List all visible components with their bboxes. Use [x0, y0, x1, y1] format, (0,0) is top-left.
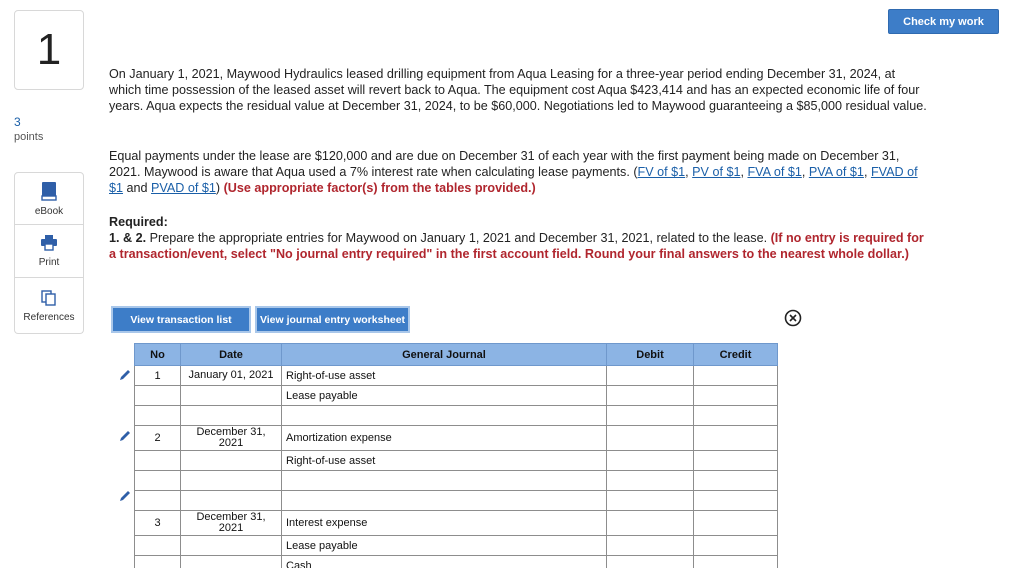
required-body [109, 230, 929, 262]
cell-account[interactable] [282, 491, 607, 511]
cell-debit[interactable] [607, 471, 694, 491]
cell-debit[interactable] [607, 426, 694, 451]
cell-no: 3 [135, 511, 181, 536]
cell-date: January 01, 2021 [181, 366, 282, 386]
problem-paragraph-2-text: Equal payments under the lease are $120,000 and are due on December 31 of each year with the first payment being made on December 31, 2021. Maywood is aware that Aqua used a 7% interest rate when calculating lease payments. ( [109, 149, 900, 180]
table-row [135, 491, 778, 511]
factor-instruction: (Use appropriate factor(s) from the tables provided.) [223, 181, 536, 196]
journal-table [134, 343, 778, 568]
header-no: No [135, 344, 181, 366]
cell-credit[interactable] [694, 386, 778, 406]
table-row [135, 406, 778, 426]
cell-date [181, 471, 282, 491]
documents-icon [40, 289, 58, 307]
header-credit: Credit [694, 344, 778, 366]
cell-date [181, 406, 282, 426]
cell-account[interactable]: Interest expense [282, 511, 607, 536]
cell-account[interactable]: Lease payable [282, 386, 607, 406]
required-instruction: (If no entry is required for a transaction/event, select "No journal entry required" in the first account field. Round your final answers to the nearest whole dollar.) [109, 231, 924, 262]
references-label: References [23, 311, 75, 323]
cell-debit[interactable] [607, 491, 694, 511]
question-number: 1 [36, 25, 62, 74]
table-row [135, 426, 778, 451]
cell-account[interactable] [282, 406, 607, 426]
cell-credit[interactable] [694, 451, 778, 471]
required-text: Prepare the appropriate entries for Maywood on January 1, 2021 and December 31, 2021, related to the lease. [146, 231, 771, 246]
link-fva-of-1[interactable]: FVA of $1 [747, 165, 802, 180]
cell-date [181, 386, 282, 406]
cell-debit[interactable] [607, 386, 694, 406]
required-section [109, 214, 929, 263]
cell-date: December 31, 2021 [181, 511, 282, 536]
points-value: 3 [14, 115, 21, 129]
cell-no [135, 491, 181, 511]
cell-no: 2 [135, 426, 181, 451]
cell-account[interactable]: Right-of-use asset [282, 366, 607, 386]
table-row [135, 386, 778, 406]
cell-no [135, 556, 181, 568]
view-transaction-list-button[interactable]: View transaction list [111, 306, 251, 333]
journal-header-row [135, 344, 778, 366]
required-prefix: 1. & 2. [109, 231, 147, 246]
cell-credit[interactable] [694, 491, 778, 511]
cell-date [181, 556, 282, 568]
cell-debit[interactable] [607, 406, 694, 426]
cell-credit[interactable] [694, 536, 778, 556]
problem-paragraph-1: On January 1, 2021, Maywood Hydraulics leased drilling equipment from Aqua Leasing for a three-year period ending December 31, 2024, at which time possession of the leased asset will revert back to Aqua. The equipment cost Aqua $423,414 and has an expected economic life of four years. Aqua expects the residual value at December 31, 2024, to be $60,000. Negotiations led to Maywood guaranteeing a $85,000 residual value. [109, 67, 927, 114]
cell-no [135, 471, 181, 491]
cell-no [135, 536, 181, 556]
edit-pencil-icon[interactable] [118, 489, 132, 503]
references-button[interactable] [14, 278, 84, 334]
table-row [135, 556, 778, 568]
cell-account[interactable]: Right-of-use asset [282, 451, 607, 471]
book-icon [40, 181, 58, 201]
cell-account[interactable] [282, 471, 607, 491]
link-fvad-of-1[interactable]: FVAD of $1 [109, 165, 918, 196]
link-pvad-of-1[interactable]: PVAD of $1 [151, 181, 216, 196]
cell-account[interactable]: Lease payable [282, 536, 607, 556]
close-circle-icon[interactable] [784, 309, 802, 327]
cell-credit[interactable] [694, 426, 778, 451]
link-pva-of-1[interactable]: PVA of $1 [808, 165, 864, 180]
cell-no [135, 451, 181, 471]
print-button[interactable] [14, 225, 84, 278]
problem-paragraph-2: Equal payments under the lease are $120,000 and are due on December 31 of each year with the first payment being made on December 31, 2021. Maywood is aware that Aqua used a 7% interest rate when calculating lease payments. (FV of $1, PV of $1, FVA of $1, PVA of $1, FVAD of $1 and PVAD of $1) (Use appropriate factor(s) from the tables provided.) [109, 149, 918, 196]
cell-credit[interactable] [694, 556, 778, 568]
cell-date: December 31, 2021 [181, 426, 282, 451]
print-label: Print [38, 257, 60, 268]
table-row [135, 471, 778, 491]
cell-date [181, 536, 282, 556]
link-fv-of-1[interactable]: FV of $1 [637, 165, 686, 180]
cell-debit[interactable] [607, 556, 694, 568]
cell-no [135, 406, 181, 426]
cell-credit[interactable] [694, 366, 778, 386]
ebook-button[interactable] [14, 172, 84, 225]
cell-debit[interactable] [607, 366, 694, 386]
header-debit: Debit [607, 344, 694, 366]
table-row [135, 511, 778, 536]
link-pv-of-1[interactable]: PV of $1 [692, 165, 741, 180]
question-number-box [14, 10, 84, 90]
required-heading: Required: [109, 215, 168, 229]
cell-date [181, 451, 282, 471]
cell-credit[interactable] [694, 471, 778, 491]
ebook-label: eBook [34, 205, 64, 217]
cell-date [181, 491, 282, 511]
cell-account[interactable]: Amortization expense [282, 426, 607, 451]
table-row [135, 366, 778, 386]
header-general-journal: General Journal [282, 344, 607, 366]
cell-debit[interactable] [607, 511, 694, 536]
view-journal-worksheet-button[interactable]: View journal entry worksheet [255, 306, 410, 333]
edit-pencil-icon[interactable] [118, 429, 132, 443]
table-row [135, 451, 778, 471]
printer-icon [40, 234, 58, 252]
cell-no: 1 [135, 366, 181, 386]
cell-credit[interactable] [694, 406, 778, 426]
table-row [135, 536, 778, 556]
cell-debit[interactable] [607, 536, 694, 556]
edit-pencil-icon[interactable] [118, 368, 132, 382]
cell-credit[interactable] [694, 511, 778, 536]
cell-debit[interactable] [607, 451, 694, 471]
cell-account[interactable]: Cash [282, 556, 607, 568]
points-label: points [14, 131, 44, 143]
check-my-work-button[interactable]: Check my work [888, 9, 999, 34]
header-date: Date [181, 344, 282, 366]
cell-no [135, 386, 181, 406]
